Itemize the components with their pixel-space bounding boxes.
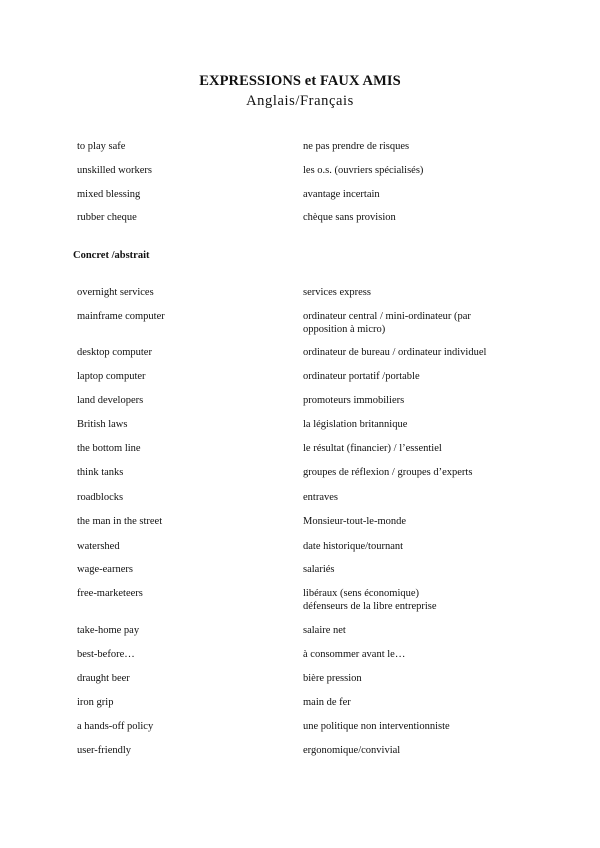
page-subtitle: Anglais/Français [246, 93, 354, 109]
english-term: roadblocks [77, 492, 124, 503]
french-term: libéraux (sens économique) défenseurs de la libre entreprise [303, 588, 437, 612]
french-term: une politique non interventionniste [303, 721, 450, 732]
english-term: overnight services [77, 287, 154, 298]
french-term: ne pas prendre de risques [303, 141, 410, 152]
english-term: free-marketeers [77, 588, 143, 599]
french-term: à consommer avant le… [303, 649, 406, 660]
english-term: a hands-off policy [77, 721, 154, 732]
french-term: les o.s. (ouvriers spécialisés) [303, 165, 424, 176]
english-term: desktop computer [77, 347, 152, 358]
french-term: ordinateur central / mini-ordinateur (par opposition à micro) [303, 311, 471, 335]
english-term: take-home pay [77, 625, 140, 636]
english-term: best-before… [77, 649, 135, 660]
english-term: the bottom line [77, 443, 141, 454]
french-term: ordinateur de bureau / ordinateur individuel [303, 347, 487, 358]
french-term: salariés [303, 564, 335, 575]
english-term: iron grip [77, 697, 114, 708]
section-heading: Concret /abstrait [73, 250, 150, 261]
english-term: mixed blessing [77, 189, 141, 200]
french-term: avantage incertain [303, 189, 380, 200]
english-term: laptop computer [77, 371, 146, 382]
english-term: watershed [77, 541, 120, 552]
english-term: draught beer [77, 673, 130, 684]
french-term: chèque sans provision [303, 212, 396, 223]
french-term: promoteurs immobiliers [303, 395, 405, 406]
french-term: date historique/tournant [303, 541, 404, 552]
french-term: main de fer [303, 697, 351, 708]
english-term: think tanks [77, 467, 124, 478]
french-term: groupes de réflexion / groupes d’experts [303, 467, 473, 478]
english-term: the man in the street [77, 516, 163, 527]
french-term: ordinateur portatif /portable [303, 371, 420, 382]
french-term: le résultat (financier) / l’essentiel [303, 443, 442, 454]
french-term: salaire net [303, 625, 346, 636]
english-term: user-friendly [77, 745, 132, 756]
french-term: la législation britannique [303, 419, 408, 430]
french-term: services express [303, 287, 371, 298]
english-term: unskilled workers [77, 165, 152, 176]
english-term: to play safe [77, 141, 126, 152]
english-term: mainframe computer [77, 311, 165, 322]
french-term: ergonomique/convivial [303, 745, 401, 756]
french-term: bière pression [303, 673, 362, 684]
english-term: wage-earners [77, 564, 133, 575]
french-term: entraves [303, 492, 338, 503]
page-title: EXPRESSIONS et FAUX AMIS [199, 73, 401, 89]
english-term: British laws [77, 419, 128, 430]
english-term: land developers [77, 395, 144, 406]
english-term: rubber cheque [77, 212, 137, 223]
french-term: Monsieur-tout-le-monde [303, 516, 407, 527]
